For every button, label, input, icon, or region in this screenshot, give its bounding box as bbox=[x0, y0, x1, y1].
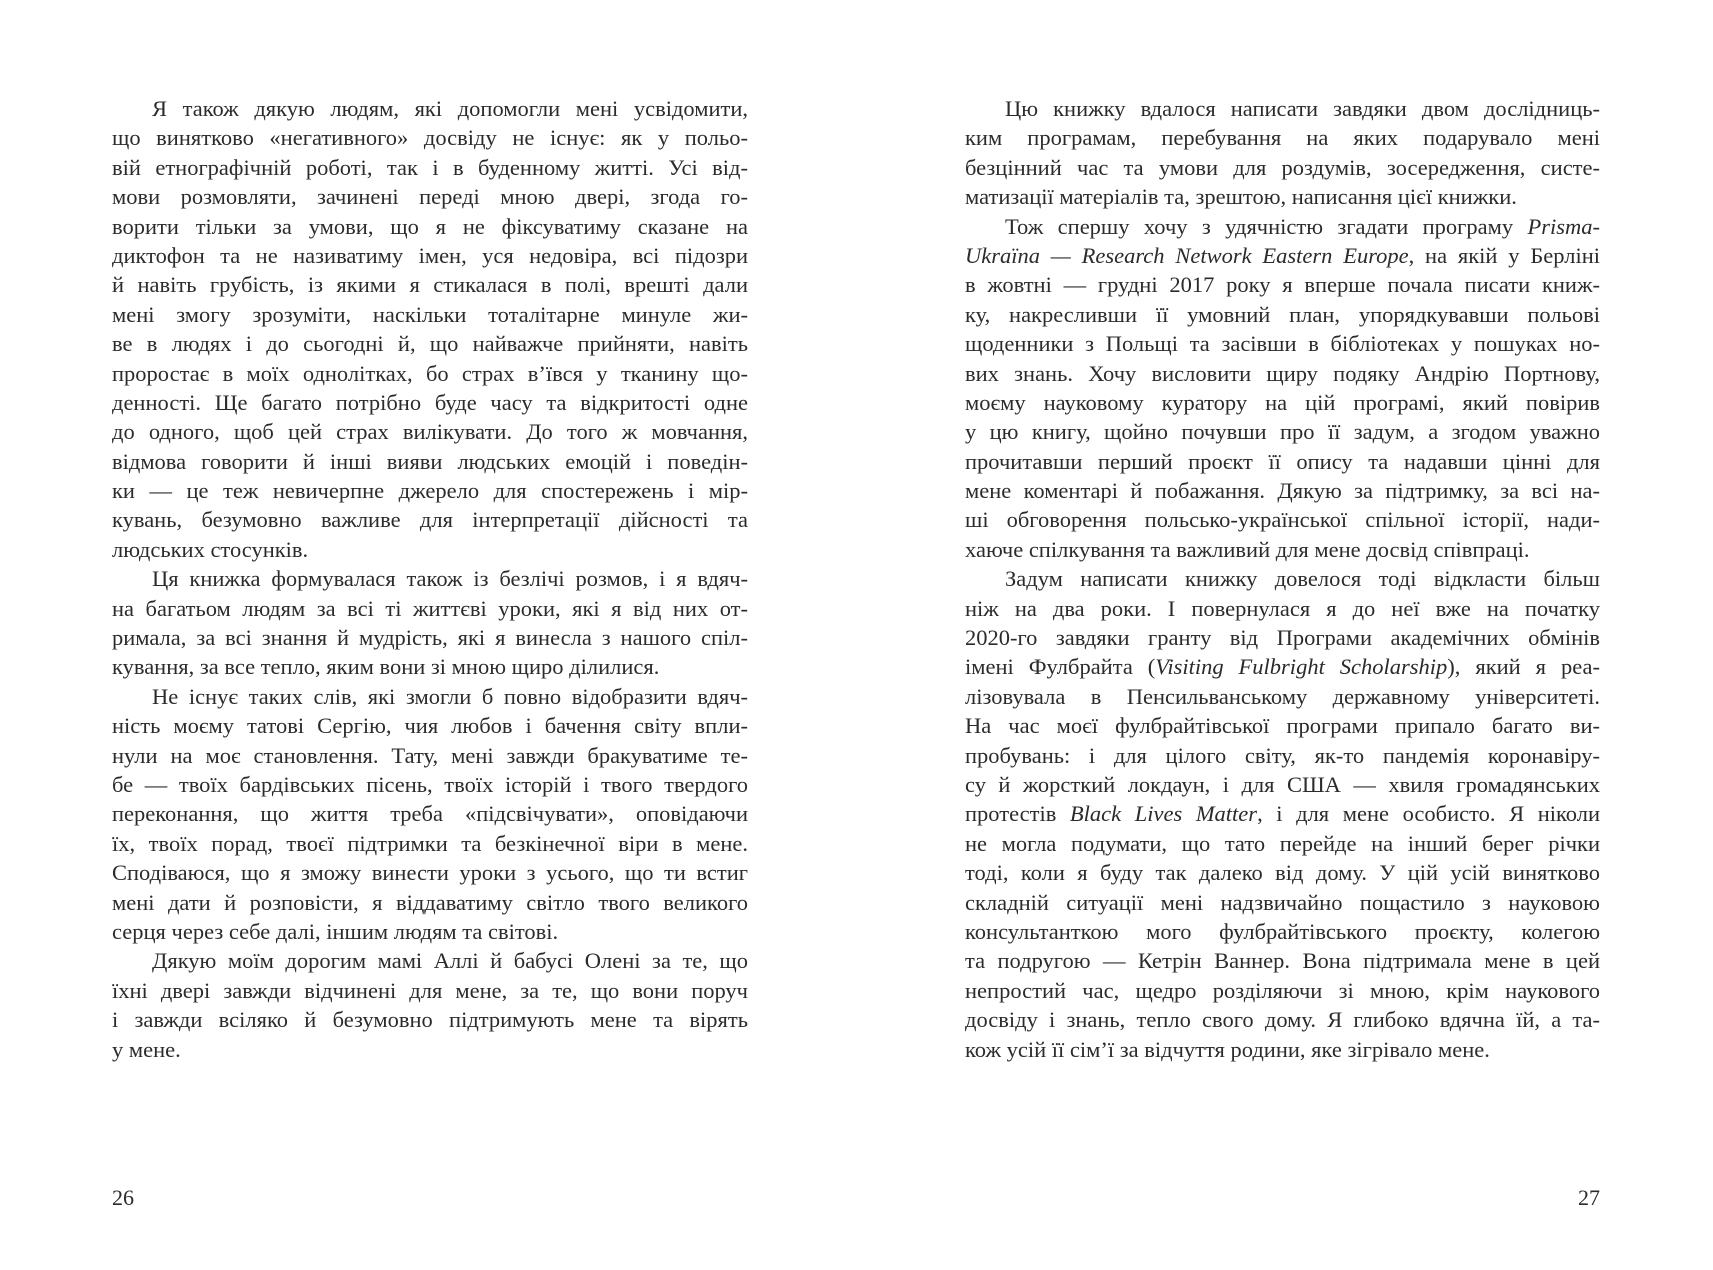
text-line: матизації матеріалів та, зрештою, написання цієї книжки. bbox=[965, 184, 1517, 210]
text-line: ворити тільки за умови, що я не фіксуватиму сказане на bbox=[112, 213, 748, 239]
text-line: На час моєї фулбрайтівської програми припало багато ви- bbox=[965, 713, 1600, 739]
text-line: Дякую моїм дорогим мамі Аллі й бабусі Олені за те, що bbox=[152, 948, 748, 974]
text-line: Не існує таких слів, які змогли б повно відобразити вдяч- bbox=[152, 683, 748, 709]
text-line: тоді, коли я буду так далеко від дому. У цій усій винятково bbox=[965, 860, 1600, 886]
text-line: мене коментарі й побажання. Дякую за підтримку, за всі на- bbox=[965, 478, 1600, 504]
text-line: та подругою — Кетрін Ваннер. Вона підтримала мене в цей bbox=[965, 948, 1600, 974]
text-line: хаюче спілкування та важливий для мене досвід співпраці. bbox=[965, 536, 1530, 562]
paragraph bbox=[112, 564, 748, 682]
text-line: консультанткою мого фулбрайтівського проєкту, колегою bbox=[965, 918, 1600, 944]
text-line: пробувань: і для цілого світу, як-то пандемія коронавіру- bbox=[965, 742, 1600, 768]
paragraph bbox=[112, 946, 748, 1064]
text-line: кож усій її сім’ї за відчуття родини, яке зігрівало мене. bbox=[965, 1036, 1490, 1062]
page-right-text bbox=[965, 94, 1600, 1064]
text-line: вій етнографічній роботі, так і в буденному житті. Усі від- bbox=[112, 154, 748, 180]
text-line: ки — це теж невичерпне джерело для спостережень і мір- bbox=[112, 478, 748, 504]
text-line: досвіду і знань, тепло свого дому. Я глибоко вдячна їй, а та- bbox=[965, 1007, 1600, 1033]
text-line: у мене. bbox=[112, 1036, 181, 1062]
text-line: їхні двері завжди відчинені для мене, за те, що вони поруч bbox=[112, 977, 748, 1003]
text-line: імені Фулбрайта (Visiting Fulbright Scholarship), який я реа- bbox=[965, 654, 1600, 680]
text-line: не могла подумати, що тато перейде на інший берег річки bbox=[965, 830, 1600, 856]
text-line: денності. Ще багато потрібно буде часу та відкритості одне bbox=[112, 389, 748, 415]
paragraph bbox=[965, 94, 1600, 212]
paragraph bbox=[112, 94, 748, 564]
text-line: щоденники з Польщі та засівши в бібліотеках у пошуках но- bbox=[965, 331, 1600, 357]
text-line: Ukraïna — Research Network Eastern Europe, на якій у Берліні bbox=[965, 242, 1600, 268]
paragraph bbox=[965, 212, 1600, 565]
text-line: Тож спершу хочу з удячністю згадати програму Prisma- bbox=[1005, 213, 1600, 239]
text-line: Цю книжку вдалося написати завдяки двом дослідниць- bbox=[1005, 96, 1600, 121]
text-line: Ця книжка формувалася також із безлічі розмов, і я вдяч- bbox=[152, 566, 748, 592]
text-line: нули на моє становлення. Тату, мені завжди бракуватиме те- bbox=[112, 742, 748, 768]
text-line: кувань, безумовно важливе для інтерпретації дійсності та bbox=[112, 507, 748, 533]
text-line: в жовтні — грудні 2017 року я вперше почала писати книж- bbox=[965, 272, 1600, 298]
text-line: ве в людях і до сьогодні й, що найважче прийняти, навіть bbox=[112, 331, 748, 357]
text-line: ку, накресливши її умовний план, упорядкувавши польові bbox=[965, 301, 1600, 327]
text-line: протестів Black Lives Matter, і для мене особисто. Я ніколи bbox=[965, 801, 1600, 827]
text-line: і завжди всіляко й безумовно підтримують мене та вірять bbox=[112, 1007, 748, 1033]
page-left-text bbox=[112, 94, 748, 1064]
text-line: мені змогу зрозуміти, наскільки тоталітарне минуле жи- bbox=[112, 301, 748, 327]
text-line: безцінний час та умови для роздумів, зосередження, систе- bbox=[965, 154, 1600, 180]
text-line: кування, за все тепло, яким вони зі мною щиро ділилися. bbox=[112, 654, 660, 680]
paragraph bbox=[112, 682, 748, 947]
text-line: Задум написати книжку довелося тоді відкласти більш bbox=[1005, 566, 1600, 592]
text-line: бе — твоїх бардівських пісень, твоїх історій і твого твердого bbox=[112, 771, 748, 797]
text-line: ніж на два роки. І повернулася я до неї вже на початку bbox=[965, 595, 1600, 621]
text-line: непростий час, щедро розділяючи зі мною, крім наукового bbox=[965, 977, 1600, 1003]
text-line: моєму науковому куратору на цій програмі, який повірив bbox=[965, 389, 1600, 415]
text-line: диктофон та не називатиму імен, уся недовіра, всі підозри bbox=[112, 242, 748, 268]
text-line: відмова говорити й інші вияви людських емоцій і поведін- bbox=[112, 448, 748, 474]
text-line: проростає в моїх однолітках, бо страх в’ївся у тканину що- bbox=[112, 360, 748, 386]
text-line: складній ситуації мені надзвичайно пощастило з науковою bbox=[965, 889, 1600, 915]
text-line: мови розмовляти, зачинені переді мною двері, згода го- bbox=[112, 184, 748, 210]
text-line: мені дати й розповісти, я віддаватиму світло твого великого bbox=[112, 889, 748, 915]
text-line: Я також дякую людям, які допомогли мені усвідомити, bbox=[152, 96, 748, 121]
text-line: їх, твоїх порад, твоєї підтримки та безкінечної віри в мене. bbox=[112, 830, 748, 856]
text-line: й навіть грубість, із якими я стикалася в полі, врешті дали bbox=[112, 272, 748, 298]
text-line: 2020-го завдяки гранту від Програми академічних обмінів bbox=[965, 625, 1600, 651]
text-line: до одного, щоб цей страх вилікувати. До того ж мовчання, bbox=[112, 419, 748, 445]
text-line: переконання, що життя треба «підсвічувати», оповідаючи bbox=[112, 801, 748, 827]
text-line: римала, за всі знання й мудрість, які я винесла з нашого спіл- bbox=[112, 625, 748, 651]
text-line: ші обговорення польсько-української спільної історії, нади- bbox=[965, 507, 1600, 533]
text-line: ність моєму татові Сергію, чия любов і бачення світу впли- bbox=[112, 713, 748, 739]
text-line: що винятково «негативного» досвіду не існує: як у польо- bbox=[112, 125, 748, 151]
text-line: у цю книгу, щойно почувши про її задум, а згодом уважно bbox=[965, 419, 1600, 445]
text-line: вих знань. Хочу висловити щиру подяку Андрію Портнову, bbox=[965, 360, 1600, 386]
page-number-left: 26 bbox=[112, 1185, 134, 1210]
text-line: ким програмам, перебування на яких подарувало мені bbox=[965, 125, 1600, 151]
text-line: Сподіваюся, що я зможу винести уроки з усього, що ти встиг bbox=[112, 860, 748, 886]
text-line: людських стосунків. bbox=[112, 536, 309, 562]
page-number-right: 27 bbox=[1578, 1185, 1600, 1210]
paragraph bbox=[965, 564, 1600, 1064]
text-line: серця через себе далі, іншим людям та світові. bbox=[112, 918, 559, 944]
text-line: лізовувала в Пенсильванському державному університеті. bbox=[965, 683, 1600, 709]
text-line: су й жорсткий локдаун, і для США — хвиля громадянських bbox=[965, 771, 1600, 797]
text-line: прочитавши перший проєкт її опису та надавши цінні для bbox=[965, 448, 1600, 474]
text-line: на багатьом людям за всі ті життєві уроки, які я від них от- bbox=[112, 595, 748, 621]
